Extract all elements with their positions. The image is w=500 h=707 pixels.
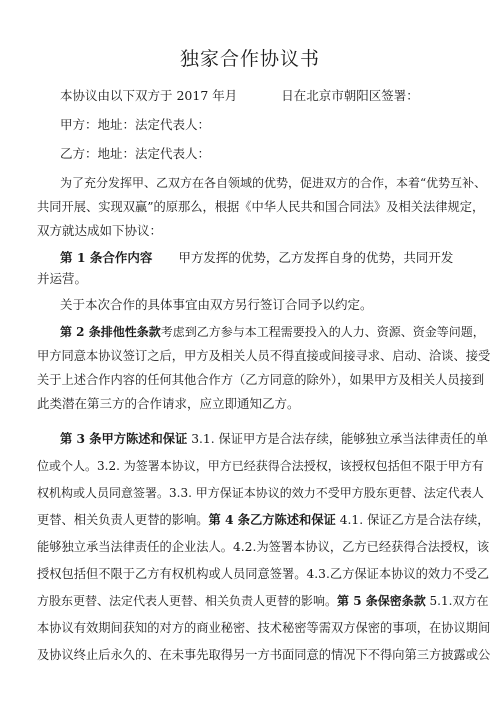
preamble-line-2: 共同开展、实现双赢”的原那么，根据《中华人民共和国合同法》及相关法律规定， xyxy=(37,200,485,214)
intro-line xyxy=(60,88,419,104)
article-4-text: 4.1. 保证乙方是合法存续， xyxy=(335,513,490,527)
article-1-continuation: 并运营。 xyxy=(37,271,88,286)
article-4-line-2: 能够独立承当法律责任的企业法人。4.2.为签署本协议，乙方已经获得合法授权，该 xyxy=(37,540,490,554)
article-5-text: 5.1.双方在 xyxy=(425,594,489,608)
article-4-line-3: 授权包括但不限于乙方有权机构或人员同意签署。4.3.乙方保证本协议的效力不受乙 xyxy=(37,567,490,581)
cooperation-note: 关于本次合作的具体事宜由双方另行签订合同予以约定。 xyxy=(60,297,373,312)
party-a-line: 甲方：地址：法定代表人： xyxy=(60,117,211,132)
preamble-line-3: 双方就达成如下协议： xyxy=(37,223,163,238)
preamble-line-1: 为了充分发挥甲、乙双方在各自领域的优势，促进双方的合作，本着“优势互补、 xyxy=(60,176,487,190)
article-4-line-1 xyxy=(37,512,489,528)
article-5-line-2: 本协议有效期间获知的对方的商业秘密、技术秘密等需双方保密的事项，在协议期间 xyxy=(37,621,491,635)
article-4-heading: 第 4 条乙方陈述和保证 xyxy=(208,512,336,527)
article-3-end-text: 更替、相关负责人更替的影响。 xyxy=(37,513,209,527)
intro-location-text: 日在北京市朝阳区签署： xyxy=(281,88,419,103)
article-1-line xyxy=(60,250,453,266)
article-2-line-1 xyxy=(60,324,485,340)
article-5-line-3: 及协议终止后永久的、在未事先取得另一方书面同意的情况下不得向第三方披露或公 xyxy=(37,648,491,662)
document-title: 独家合作协议书 xyxy=(179,48,320,70)
article-2-heading: 第 2 条排他性条款 xyxy=(60,325,161,339)
article-4-end-text: 方股东更替、法定代表人更替、相关负责人更替的影响。 xyxy=(37,594,338,608)
article-3-text: 3.1. 保证甲方是合法存续，能够独立承当法律责任的单 xyxy=(187,432,488,446)
article-2-line-3: 关于上述合作内容的任何其他合作方（乙方同意的除外），如果甲方及相关人员接到 xyxy=(37,373,485,387)
article-1-text: 甲方发挥的优势，乙方发挥自身的优势，共同开发 xyxy=(178,250,454,265)
article-5-heading: 第 5 条保密条款 xyxy=(337,594,426,608)
article-1-heading: 第 1 条合作内容 xyxy=(60,250,153,265)
article-3-heading: 第 3 条甲方陈述和保证 xyxy=(60,431,188,446)
party-b-line: 乙方：地址：法定代表人： xyxy=(60,146,211,161)
article-5-line-1 xyxy=(37,593,488,609)
article-3-line-1 xyxy=(60,431,488,447)
article-2-text: 考虑到乙方参与本工程需要投入的人力、资源、资金等问题， xyxy=(160,325,485,339)
article-2-line-2: 甲方同意本协议签订之后，甲方及相关人员不得直接或间接寻求、启动、洽谈、接受 xyxy=(37,349,491,363)
article-3-line-2: 位或个人。3.2. 为签署本协议，甲方已经获得合法授权，该授权包括但不限于甲方有 xyxy=(37,459,484,473)
intro-date-text: 本协议由以下双方于 2017 年月 xyxy=(60,88,238,103)
article-2-line-4: 此类潜在第三方的合作请求，应立即通知乙方。 xyxy=(37,396,300,411)
article-3-line-3: 权机构或人员同意签署。3.3. 甲方保证本协议的效力不受甲方股东更替、法定代表人 xyxy=(37,486,484,500)
